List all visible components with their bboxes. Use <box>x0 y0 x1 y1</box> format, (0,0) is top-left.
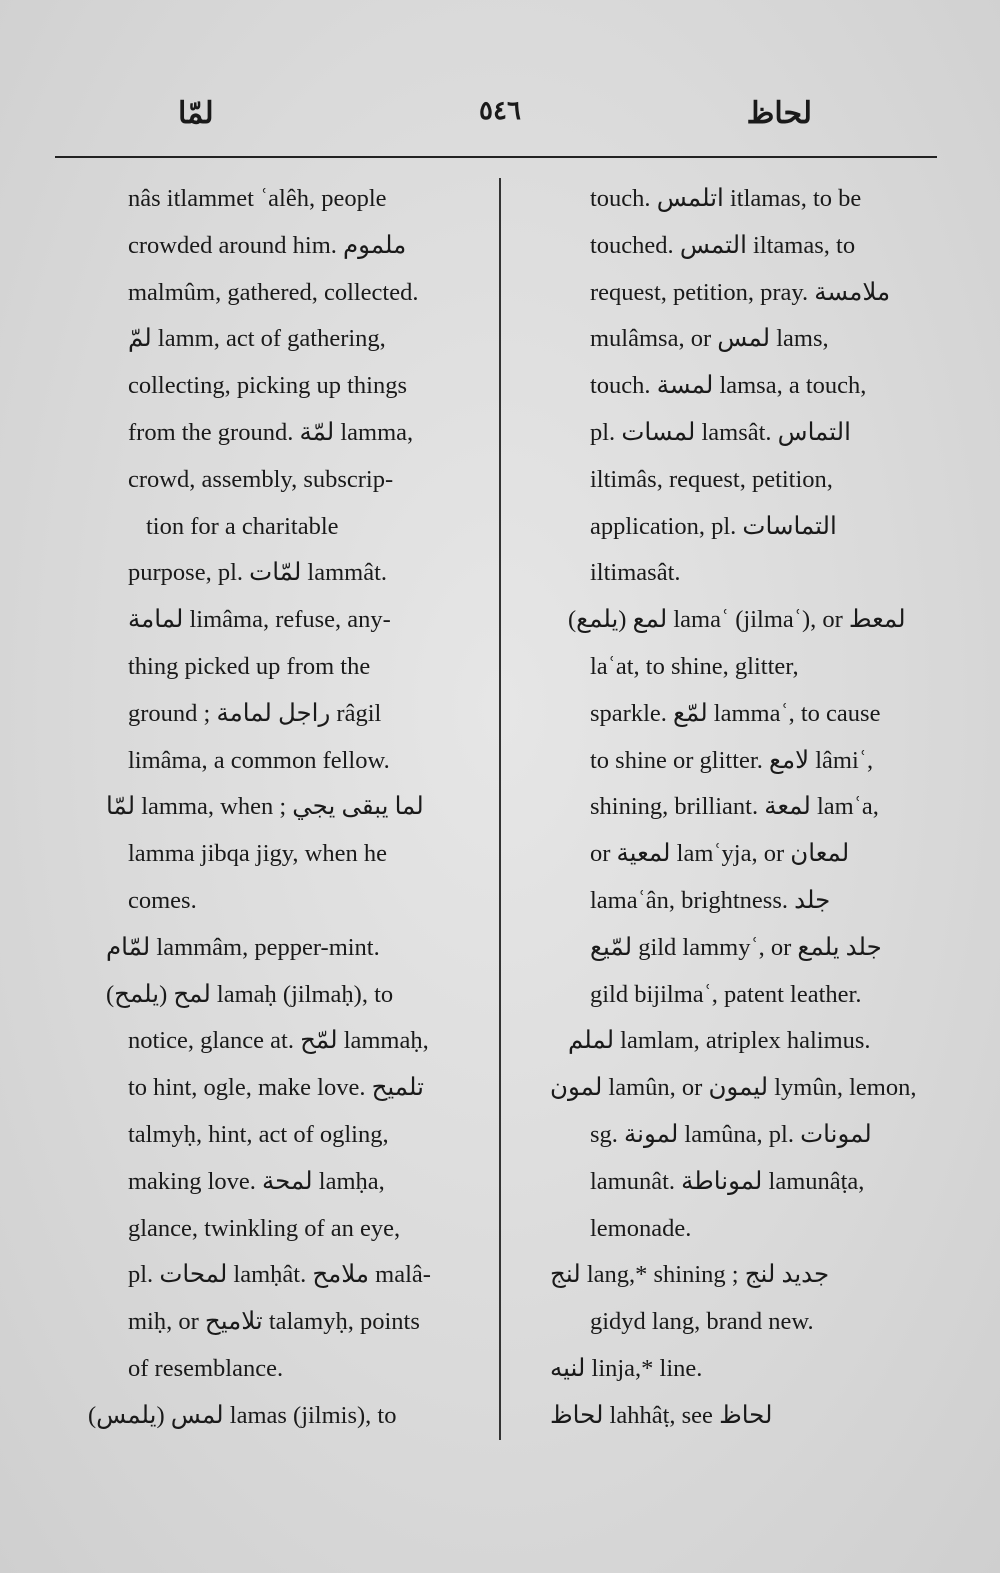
text-line: limâma, a common fellow. <box>128 746 390 774</box>
header-right-word: لحاظ <box>746 97 812 130</box>
text-line: glance, twinkling of an eye, <box>128 1214 401 1242</box>
text-line: touch. اتلمس itlamas, to be <box>590 185 862 212</box>
text-line: lamma jibqa jigy, when he <box>128 840 387 868</box>
text-line: gidyd lang, brand new. <box>590 1308 814 1336</box>
page-number: ٥٤٦ <box>479 96 521 125</box>
text-line: lamunât. لموناطة lamunâṭa, <box>590 1167 865 1195</box>
text-line: talmyḥ, hint, act of ogling, <box>128 1120 389 1148</box>
text-line: shining, brilliant. لمعة lamʿa, <box>590 793 879 821</box>
text-line: pl. لمحات lamḥât. ملامح malâ- <box>128 1261 431 1289</box>
text-line: or لمعية lamʿyja, or لمعان <box>590 840 850 868</box>
text-line: لمّيع gild lammyʿ, or جلد يلمع <box>590 933 882 961</box>
text-line: notice, glance at. لمّح lammaḥ, <box>128 1027 429 1055</box>
text-line: لنج lang,* shining ; جديد لنج <box>550 1261 830 1289</box>
text-line: لمّ lamm, act of gathering, <box>128 325 386 353</box>
text-line: gild bijilmaʿ, patent leather. <box>590 980 862 1008</box>
header-left-word: لمّا <box>178 97 214 130</box>
text-line: لمون lamûn, or ليمون lymûn, lemon, <box>550 1074 917 1102</box>
text-line: لحاظ lahhâṭ, see لحاظ <box>550 1401 773 1429</box>
text-line: lamaʿân, brightness. جلد <box>590 886 831 914</box>
text-line: request, petition, pray. ملامسة <box>590 278 891 306</box>
text-line: لمّا lamma, when ; لما يبقى يجي <box>106 793 424 821</box>
text-line: making love. لمحة lamḥa, <box>128 1167 385 1195</box>
text-line: laʿat, to shine, glitter, <box>590 652 799 680</box>
text-line: ground ; راجل لمامة râgil <box>128 699 382 727</box>
text-line: touch. لمسة lamsa, a touch, <box>590 372 867 400</box>
text-line: miḥ, or تلاميح talamyḥ, points <box>128 1308 420 1336</box>
text-line: lemonade. <box>590 1214 692 1242</box>
text-line: لمامة limâma, refuse, any- <box>128 606 391 634</box>
text-line: sg. لمونة lamûna, pl. لمونات <box>590 1120 872 1148</box>
text-line: لمع (يلمع) lamaʿ (jilmaʿ), or لمعط <box>568 606 906 634</box>
text-line: لملم lamlam, atriplex halimus. <box>568 1027 871 1055</box>
text-line: purpose, pl. لمّات lammât. <box>128 559 388 587</box>
right-column <box>550 176 940 1440</box>
text-line: comes. <box>128 886 197 914</box>
text-line: crowd, assembly, subscrip- <box>128 465 394 493</box>
text-line: iltimâs, request, petition, <box>590 465 833 493</box>
column-divider <box>499 178 501 1440</box>
text-line: لمّام lammâm, pepper-mint. <box>106 933 380 961</box>
text-line: application, pl. التماسات <box>590 512 837 540</box>
text-line: لمس (يلمس) lamas (jilmis), to <box>88 1401 397 1429</box>
text-line: to hint, ogle, make love. تلميح <box>128 1074 424 1102</box>
text-line: لنيه linja,* line. <box>550 1354 703 1382</box>
text-line: of resemblance. <box>128 1354 284 1382</box>
text-line: iltimasât. <box>590 559 681 587</box>
text-line: thing picked up from the <box>128 652 371 680</box>
text-line: to shine or glitter. لامع lâmiʿ, <box>590 746 874 774</box>
text-line: from the ground. لمّة lamma, <box>128 418 414 446</box>
text-line: mulâmsa, or لمس lams, <box>590 325 829 353</box>
text-line: pl. لمسات lamsât. التماس <box>590 418 851 446</box>
text-line: malmûm, gathered, collected. <box>128 278 419 306</box>
text-line: collecting, picking up things <box>128 372 407 400</box>
left-column <box>88 176 490 1440</box>
text-line: sparkle. لمّع lammaʿ, to cause <box>590 699 881 727</box>
header-rule <box>55 156 937 158</box>
text-line: لمح (يلمح) lamaḥ (jilmaḥ), to <box>106 980 394 1008</box>
text-line: touched. التمس iltamas, to <box>590 231 856 259</box>
text-line: tion for a charitable <box>146 512 339 540</box>
text-line: crowded around him. ملموم <box>128 231 407 259</box>
text-line: nâs itlammet ʿalêh, people <box>128 185 387 212</box>
